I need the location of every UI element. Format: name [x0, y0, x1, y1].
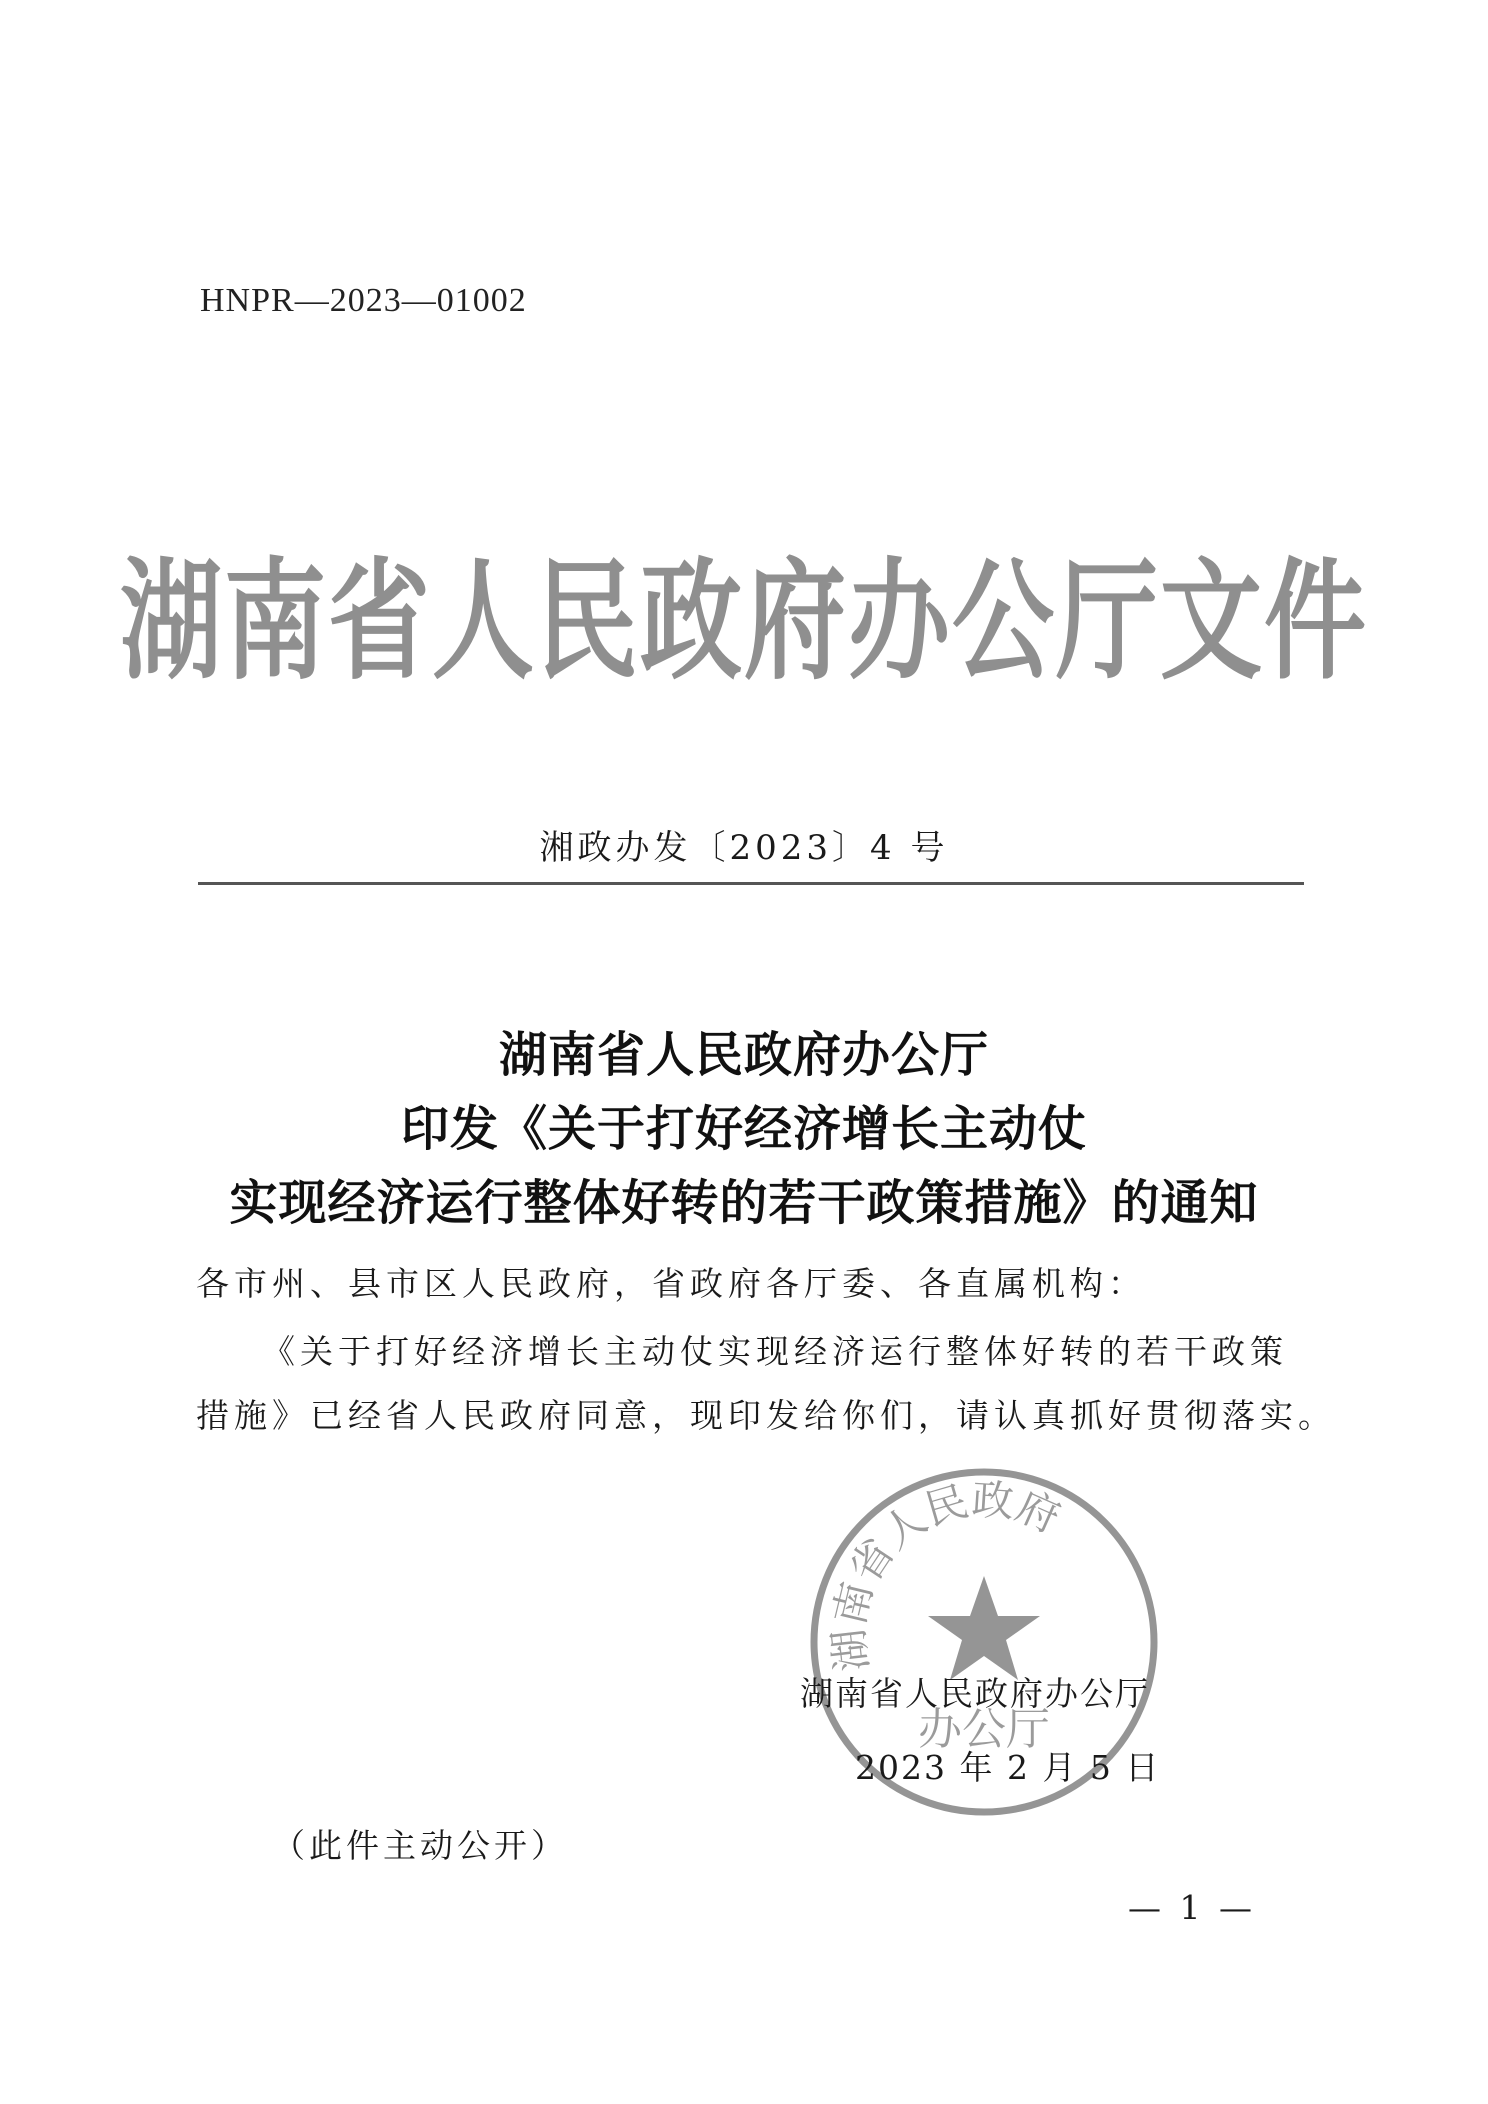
public-disclosure-note: （此件主动公开） — [272, 1826, 568, 1865]
seal-arc-text: 湖南省人民政府 — [823, 1474, 1068, 1674]
body-paragraph-line-1: 《关于打好经济增长主动仗实现经济运行整体好转的若干政策 — [262, 1332, 1288, 1371]
title-line-1: 湖南省人民政府办公厅 — [498, 1027, 989, 1083]
title-line-2: 印发《关于打好经济增长主动仗 — [400, 1101, 1087, 1157]
document-number: 湘政办发〔2023〕4 号 — [539, 828, 949, 868]
seal-bottom-text: 办公厅 — [918, 1704, 1050, 1755]
title-line-3: 实现经济运行整体好转的若干政策措施》的通知 — [229, 1175, 1259, 1231]
sign-date: 2023 年 2 月 5 日 — [855, 1748, 1161, 1787]
page-number: — 1 — — [1128, 1888, 1256, 1927]
body-paragraph-line-2: 措施》已经省人民政府同意，现印发给你们，请认真抓好贯彻落实。 — [196, 1396, 1336, 1435]
header-title: 湖南省人民政府办公厅文件 — [120, 546, 1368, 699]
header-divider — [198, 882, 1304, 885]
seal-star-icon — [928, 1576, 1040, 1680]
document-code: HNPR—2023—01002 — [200, 282, 527, 319]
salutation: 各市州、县市区人民政府，省政府各厅委、各直属机构： — [196, 1264, 1146, 1303]
signer: 湖南省人民政府办公厅 — [800, 1674, 1150, 1713]
